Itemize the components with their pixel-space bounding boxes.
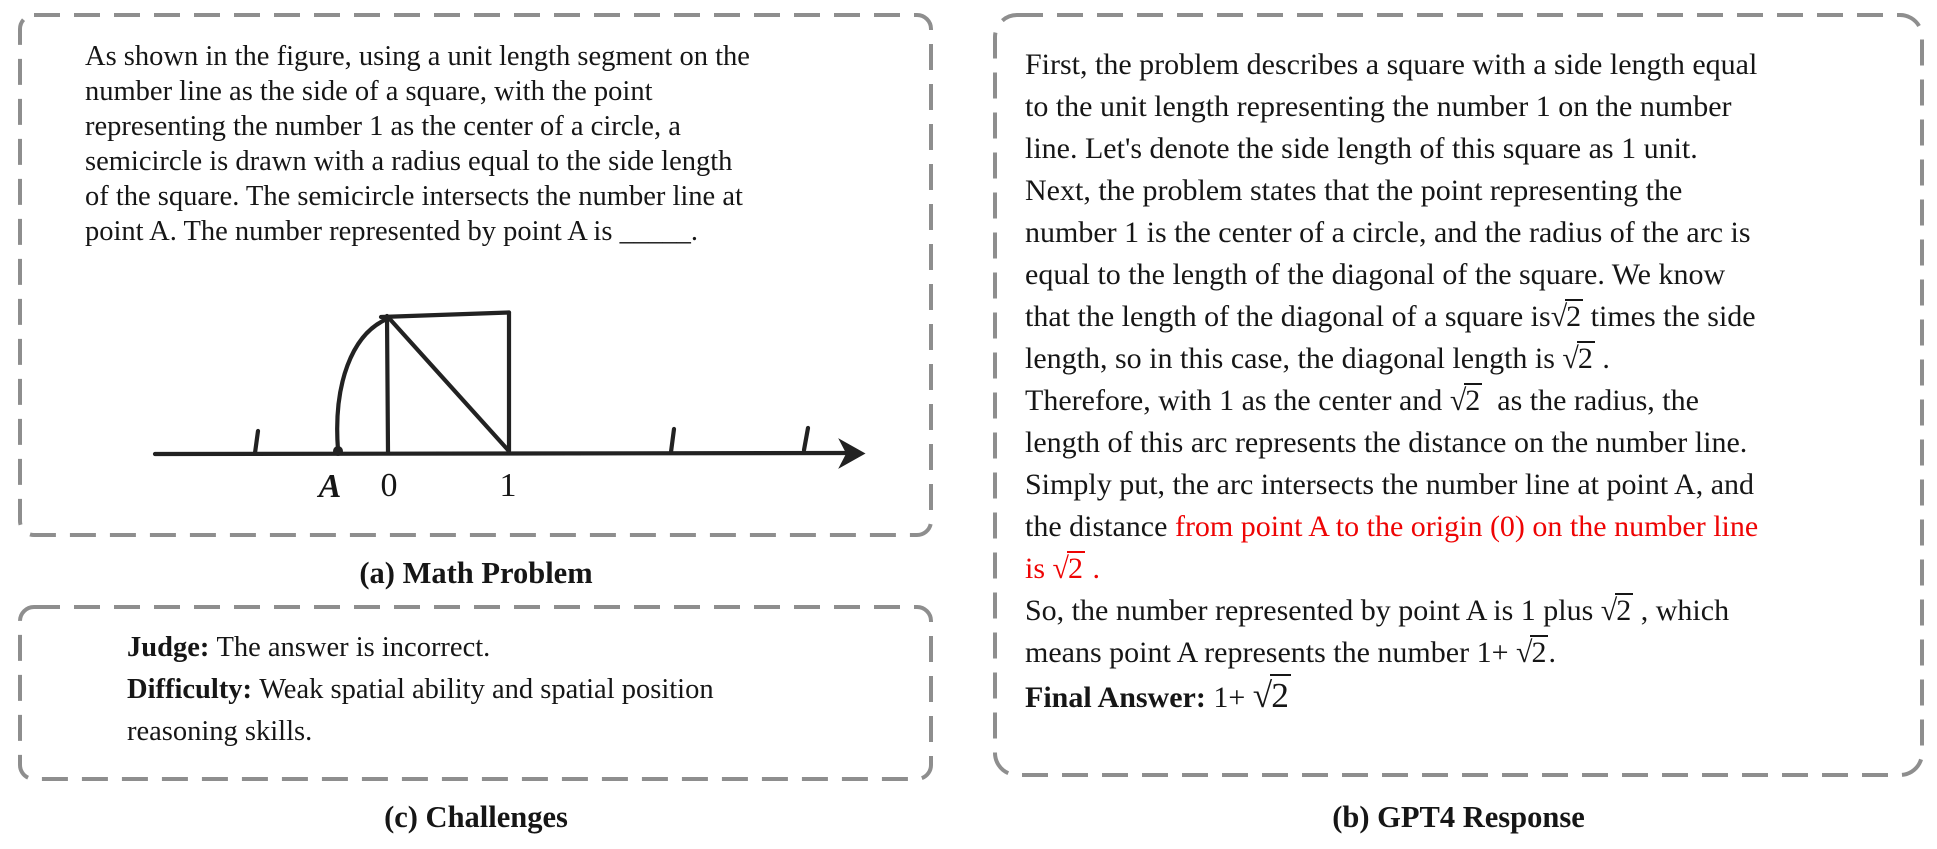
text-line: of the square. The semicircle intersects the number line at [85,181,743,212]
caption-gpt4-response: (b) GPT4 Response [1332,800,1585,834]
text-line: length of this arc represents the distance on the number line. [1025,426,1748,459]
number-line [155,453,846,454]
sqrt-expression: √2 [1252,675,1289,715]
text-line: Therefore, with 1 as the center and √2 as the radius, the [1025,384,1699,417]
sqrt-expression: √2 [1562,342,1593,375]
text-line: equal to the length of the diagonal of the square. We know [1025,258,1726,291]
sqrt-expression: √2 [1516,636,1547,669]
text-line: Difficulty: Weak spatial ability and spatial position [127,674,714,705]
tick-right-2 [804,428,808,450]
text-line: point A. The number represented by point A is _____. [85,216,698,247]
challenges-text [127,627,714,753]
text-line: representing the number 1 as the center of a circle, a [85,111,681,142]
point-a-dot [333,446,343,456]
sqrt-expression: √2 [1052,552,1083,585]
text-line: reasoning skills. [127,716,313,747]
text-line: number 1 is the center of a circle, and the radius of the arc is [1025,216,1751,249]
text-line: semicircle is drawn with a radius equal to the side length [85,146,733,177]
text-line: Next, the problem states that the point representing the [1025,174,1683,207]
point-a-label: A [318,468,342,505]
sqrt-expression: √2 [1449,384,1481,417]
semicircle-arc [337,319,387,450]
math-problem-text [85,39,750,249]
sqrt-expression: √2 [1550,300,1582,333]
square-top-edge [381,313,509,318]
text-line: Simply put, the arc intersects the number line at point A, and [1025,468,1755,501]
text-line: First, the problem describes a square with a side length equal [1025,48,1758,81]
text-line: means point A represents the number 1+ √2. [1025,636,1556,669]
square-diagonal [388,317,508,450]
tick-right-1 [671,429,674,452]
text-line: is √2 . [1025,552,1100,585]
text-line: length, so in this case, the diagonal length is √2 . [1025,342,1610,375]
text-line: As shown in the figure, using a unit length segment on the [85,41,750,72]
text-line: to the unit length representing the number 1 on the number [1025,90,1732,123]
caption-challenges: (c) Challenges [384,800,568,834]
text-line: that the length of the diagonal of a square is√2 times the side [1025,300,1756,333]
text-line: So, the number represented by point A is 1 plus √2 , which [1025,594,1730,627]
text-line: number line as the side of a square, with the point [85,76,653,107]
sqrt-expression: √2 [1600,594,1632,627]
tick-left [255,431,258,453]
gpt4-response-text [1025,44,1758,716]
text-line: line. Let's denote the side length of this square as 1 unit. [1025,132,1698,165]
unit-label: 1 [499,467,517,504]
number-line-figure [155,313,864,468]
text-line: Final Answer: 1+ √2 [1025,675,1289,715]
origin-label: 0 [380,467,398,504]
square-left-edge [387,316,388,452]
text-line: Judge: The answer is incorrect. [127,632,491,663]
text-line: the distance from point A to the origin (0) on the number line [1025,510,1759,543]
caption-math-problem: (a) Math Problem [359,556,593,590]
